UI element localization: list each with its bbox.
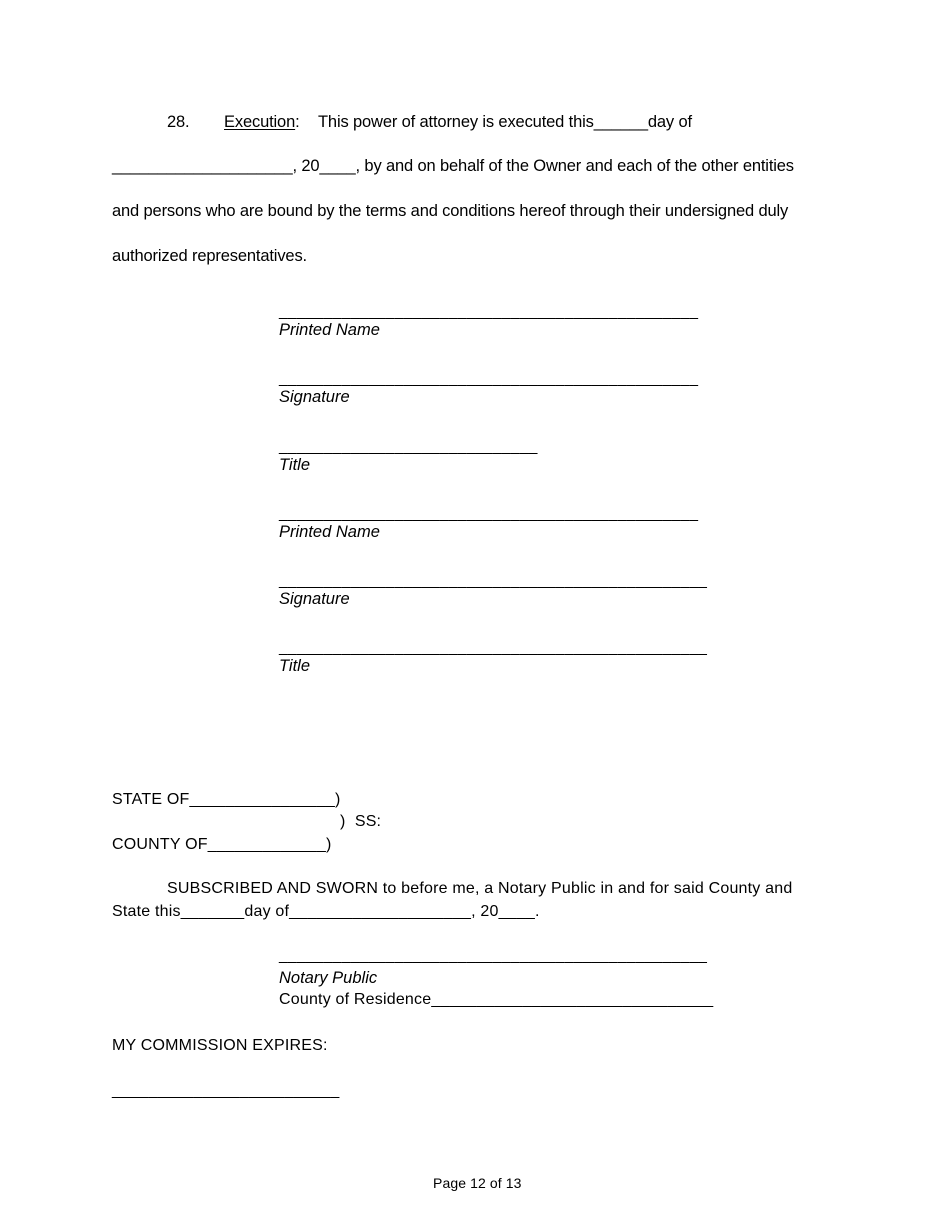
section-heading: Execution <box>224 113 296 131</box>
title-label: Title <box>279 456 311 474</box>
printed-name-label: Printed Name <box>279 321 380 339</box>
page-number: Page 12 of 13 <box>433 1175 522 1191</box>
section-heading-colon: : <box>295 113 300 131</box>
signature-line: ________________________________________________ <box>279 639 708 656</box>
county-of-residence-line: County of Residence_______________________________ <box>279 991 714 1008</box>
section-heading-group <box>224 113 300 132</box>
signature-label: Signature <box>279 388 350 406</box>
notary-signature-line: ________________________________________________ <box>279 947 708 964</box>
signature-label: Signature <box>279 590 350 608</box>
commission-expires-label: MY COMMISSION EXPIRES: <box>112 1037 328 1054</box>
title-label: Title <box>279 657 311 675</box>
printed-name-label: Printed Name <box>279 523 380 541</box>
paragraph-line-2: ____________________, 20____, by and on behalf of the Owner and each of the other entities <box>112 157 794 175</box>
sworn-statement-line-1: SUBSCRIBED AND SWORN to before me, a Notary Public in and for said County and <box>167 880 793 897</box>
section-number: 28. <box>167 113 190 131</box>
sworn-statement-line-2: State this_______day of____________________, 20____. <box>112 903 540 920</box>
signature-line: _______________________________________________ <box>279 370 699 387</box>
signature-line: _____________________________ <box>279 438 538 455</box>
commission-expires-line: _________________________ <box>112 1082 340 1099</box>
paragraph-line-1: This power of attorney is executed this______day of <box>318 113 692 131</box>
notary-public-label: Notary Public <box>279 969 378 987</box>
paragraph-line-4: authorized representatives. <box>112 247 307 265</box>
county-of-line: COUNTY OF_____________) <box>112 836 332 853</box>
signature-line: _______________________________________________ <box>279 303 699 320</box>
signature-line: _______________________________________________ <box>279 505 699 522</box>
ss-line: ) SS: <box>340 813 382 830</box>
signature-line: ________________________________________________ <box>279 572 708 589</box>
paragraph-line-3: and persons who are bound by the terms and conditions hereof through their undersigned duly <box>112 202 789 220</box>
state-of-line: STATE OF________________) <box>112 791 341 808</box>
